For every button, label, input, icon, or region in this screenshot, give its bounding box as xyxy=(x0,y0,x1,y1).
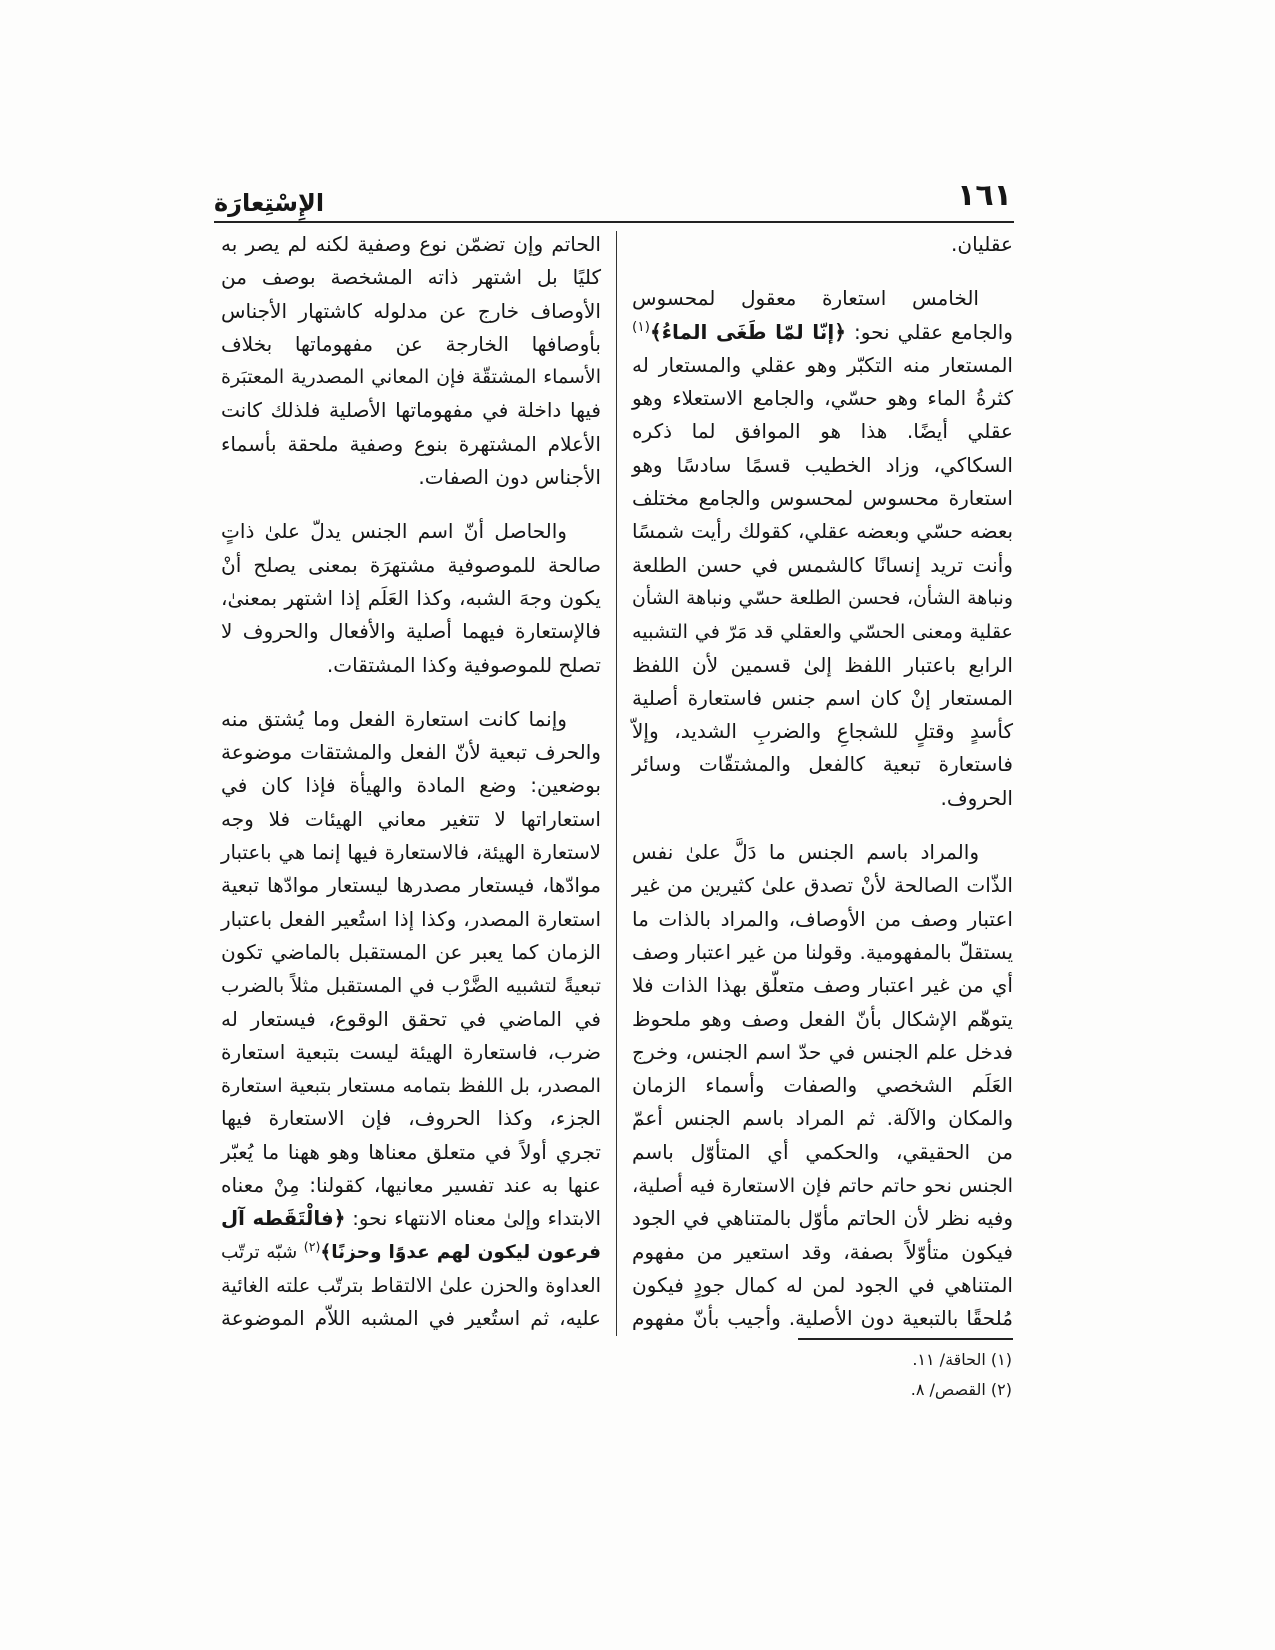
text-line: وأنت تريد إنسانًا كالشمس في حسن الطلعة xyxy=(632,552,1013,577)
text-line: يتوهّم الإشكال بأنّ الفعل وصف وهو ملحوظ xyxy=(632,1006,1013,1031)
header-rule xyxy=(214,221,1014,223)
text-run: والجامع عقلي نحو: xyxy=(845,319,1013,344)
column-divider xyxy=(616,231,617,1336)
text-line: تبعيةً لتشبيه الضَّرْب في المستقبل مثلاً بالضرب xyxy=(221,974,601,998)
paragraph xyxy=(221,228,601,494)
text-line: استعاراتها لا تتغير معاني الهيئات فلا وجه xyxy=(221,806,601,831)
text-line: الأوصاف خارج عن مدلوله كاشتهار الأجناس xyxy=(221,298,601,323)
quran-quote: ﴿إنّا لمّا طَغَى الماءُ﴾ xyxy=(649,319,846,344)
text-line: فاستعارة تبعية كالفعل والمشتقّات وسائر xyxy=(632,752,1013,777)
paragraph xyxy=(632,282,1013,815)
text-line: والحاصل أنّ اسم الجنس يدلّ علىٰ ذاتٍ xyxy=(221,519,567,544)
text-line: عقليان. xyxy=(951,232,1013,256)
text-line: بأوصافها الخارجة عن مفهوماتها بخلاف xyxy=(221,331,601,356)
text-line: فدخل علم الجنس في حدّ اسم الجنس، وخرج xyxy=(632,1039,1013,1064)
text-line: الزمان كما يعبر عن المستقبل بالماضي تكون xyxy=(221,939,601,964)
text-line: عقلي أيضًا. هذا هو الموافق لما ذكره xyxy=(632,419,1013,444)
text-line: الرابع باعتبار اللفظ إلىٰ قسمين لأن اللفظ xyxy=(632,652,1013,677)
text-line: ضرب، فاستعارة الهيئة ليست بتبعية استعارة xyxy=(221,1039,601,1064)
text-line: الذّات الصالحة لأنْ تصدق علىٰ كثيرين من غير xyxy=(632,873,1013,898)
text-line: في الماضي في تحقق الوقوع، فيستعار له xyxy=(221,1006,601,1031)
footnotes xyxy=(612,1345,1012,1405)
page-number: ١٦١ xyxy=(957,178,1012,213)
text-line: كأسدٍ وقتلٍ للشجاعِ والضربِ الشديد، وإلاّ xyxy=(632,719,1013,744)
text-line: وإنما كانت استعارة الفعل وما يُشتق منه xyxy=(221,706,567,731)
text-line: فالإستعارة فيهما أصلية والأفعال والحروف لا xyxy=(221,619,601,644)
text-line xyxy=(221,1202,601,1235)
text-line: ونباهة الشأن، فحسن الطلعة حسّي ونباهة الشأن xyxy=(632,586,1013,609)
text-line: الحروف. xyxy=(940,785,1013,810)
footnote-rule xyxy=(798,1338,1013,1340)
text-line: استعارة المصدر، وكذا إذا استُعير الفعل باعتبار xyxy=(221,907,601,931)
text-line: المستعار إنْ كان اسم جنس فاستعارة أصلية xyxy=(632,685,1013,710)
quran-quote: ﴿فالْتَقَطه آل xyxy=(221,1207,346,1231)
text-line: الأعلام المشتهرة بنوع وصفية ملحقة بأسماء xyxy=(221,431,601,456)
text-line: فيكون متأوّلاً بصفة، وقد استعير من مفهوم xyxy=(632,1239,1013,1264)
text-line xyxy=(632,316,1013,349)
footnote: (١) الحاقة/ ١١. xyxy=(912,1350,1012,1369)
paragraph xyxy=(221,703,601,1336)
text-line: المتناهي في الجود لمن له كمال جودٍ فيكون xyxy=(632,1272,1013,1297)
text-line: تصلح للموصوفية وكذا المشتقات. xyxy=(326,652,601,677)
text-line: الجنس نحو حاتم حاتم فإن الاستعارة فيه أصلية، xyxy=(632,1174,1013,1198)
text-line: استعارة محسوس لمحسوس والجامع مختلف xyxy=(632,486,1013,511)
footnote-ref: (٢) xyxy=(303,1238,321,1254)
text-line: المصدر، بل اللفظ بتمامه مستعار بتبعية استعارة xyxy=(221,1074,601,1098)
text-line: يكون وجهَ الشبه، وكذا العَلَم إذا اشتهر بمعنىٰ، xyxy=(221,585,601,610)
text-line: من الحقيقي، والحكمي أي المتأوّل باسم xyxy=(632,1139,1013,1164)
text-line: الأجناس دون الصفات. xyxy=(418,465,601,490)
text-line: والمراد باسم الجنس ما دَلَّ علىٰ نفس xyxy=(632,840,979,865)
text-run: شبّه ترتّب xyxy=(221,1241,304,1263)
footnote: (٢) القصص/ ٨. xyxy=(910,1380,1012,1399)
text-line: الجزء، وكذا الحروف، فإن الاستعارة فيها xyxy=(221,1106,601,1131)
text-line: السكاكي، وزاد الخطيب قسمًا سادسًا وهو xyxy=(632,452,1013,477)
quran-quote: فرعون ليكون لهم عدوًا وحزنًا﴾ xyxy=(320,1241,601,1263)
paragraph xyxy=(632,228,1013,261)
text-line: فيها داخلة في مفهوماتها الأصلية فلذلك كانت xyxy=(221,398,601,423)
text-line: والحرف تبعية لأنّ الفعل والمشتقات موضوعة xyxy=(221,740,601,765)
running-title: الإِسْتِعارَة xyxy=(214,189,325,217)
text-line xyxy=(221,1236,601,1269)
text-line: العداوة والحزن علىٰ الالتقاط بترتّب علته الغائية xyxy=(221,1273,601,1297)
paragraph xyxy=(632,836,1013,1335)
text-line: مُلحقًا بالتبعية دون الأصلية. وأجيب بأنّ مفهوم xyxy=(632,1306,1013,1331)
text-line: الحاتم وإن تضمّن نوع وصفية لكنه لم يصر به xyxy=(221,232,601,256)
text-line: والمكان والآلة. ثم المراد باسم الجنس أعمّ xyxy=(632,1106,1013,1131)
text-line: عنها به عند تفسير معانيها، كقولنا: مِنْ معناه xyxy=(221,1173,601,1198)
text-line: عليه، ثم استُعير في المشبه اللاّم الموضوعة xyxy=(221,1306,601,1331)
text-line: بعضه حسّي وبعضه عقلي، كقولك رأيت شمسًا xyxy=(632,520,1013,544)
text-run: الابتداء وإلىٰ معناه الانتهاء نحو: xyxy=(345,1207,601,1231)
text-line: المستعار منه التكبّر وهو عقلي والمستعار له xyxy=(632,352,1013,377)
left-column xyxy=(221,228,601,1336)
text-line: أي من غير اعتبار وصف متعلّق بهذا الذات فلا xyxy=(632,973,1013,998)
text-line: موادّها، فيستعار مصدرها ليستعار موادّها تبعية xyxy=(221,873,601,898)
text-line: تجري أولاً في متعلق معناها وهو ههنا ما يُعبّر xyxy=(221,1139,601,1164)
text-line: الخامس استعارة معقول لمحسوس xyxy=(632,286,979,311)
text-line: وفيه نظر لأن الحاتم مأوّل بالمتناهي في الجود xyxy=(632,1206,1013,1231)
text-line: اعتبار وصف من الأوصاف، والمراد بالذات ما xyxy=(632,906,1013,931)
text-line: كثرةُ الماء وهو حسّي، والجامع الاستعلاء وهو xyxy=(632,386,1013,411)
right-column xyxy=(632,228,1013,1336)
text-line: عقلية ومعنى الحسّي والعقلي قد مَرّ في التشبيه xyxy=(632,620,1013,644)
footnote-ref: (١) xyxy=(632,319,650,336)
text-line: بوضعين: وضع المادة والهيأة فإذا كان في xyxy=(221,773,601,798)
paragraph xyxy=(221,515,601,681)
text-line: كليًا بل اشتهر ذاته المشخصة بوصف من xyxy=(221,265,601,290)
text-line: يستقلّ بالمفهومية. وقولنا من غير اعتبار وصف xyxy=(632,940,1013,964)
text-line: لاستعارة الهيئة، فالاستعارة فيها إنما هي باعتبار xyxy=(221,841,601,865)
text-line: صالحة للموصوفية مشتهرَة بمعنى يصلح أنْ xyxy=(221,552,601,577)
text-line: العَلَم الشخصي والصفات وأسماء الزمان xyxy=(632,1073,1013,1098)
text-line: الأسماء المشتقّة فإن المعاني المصدرية المعتبَرة xyxy=(221,366,601,389)
